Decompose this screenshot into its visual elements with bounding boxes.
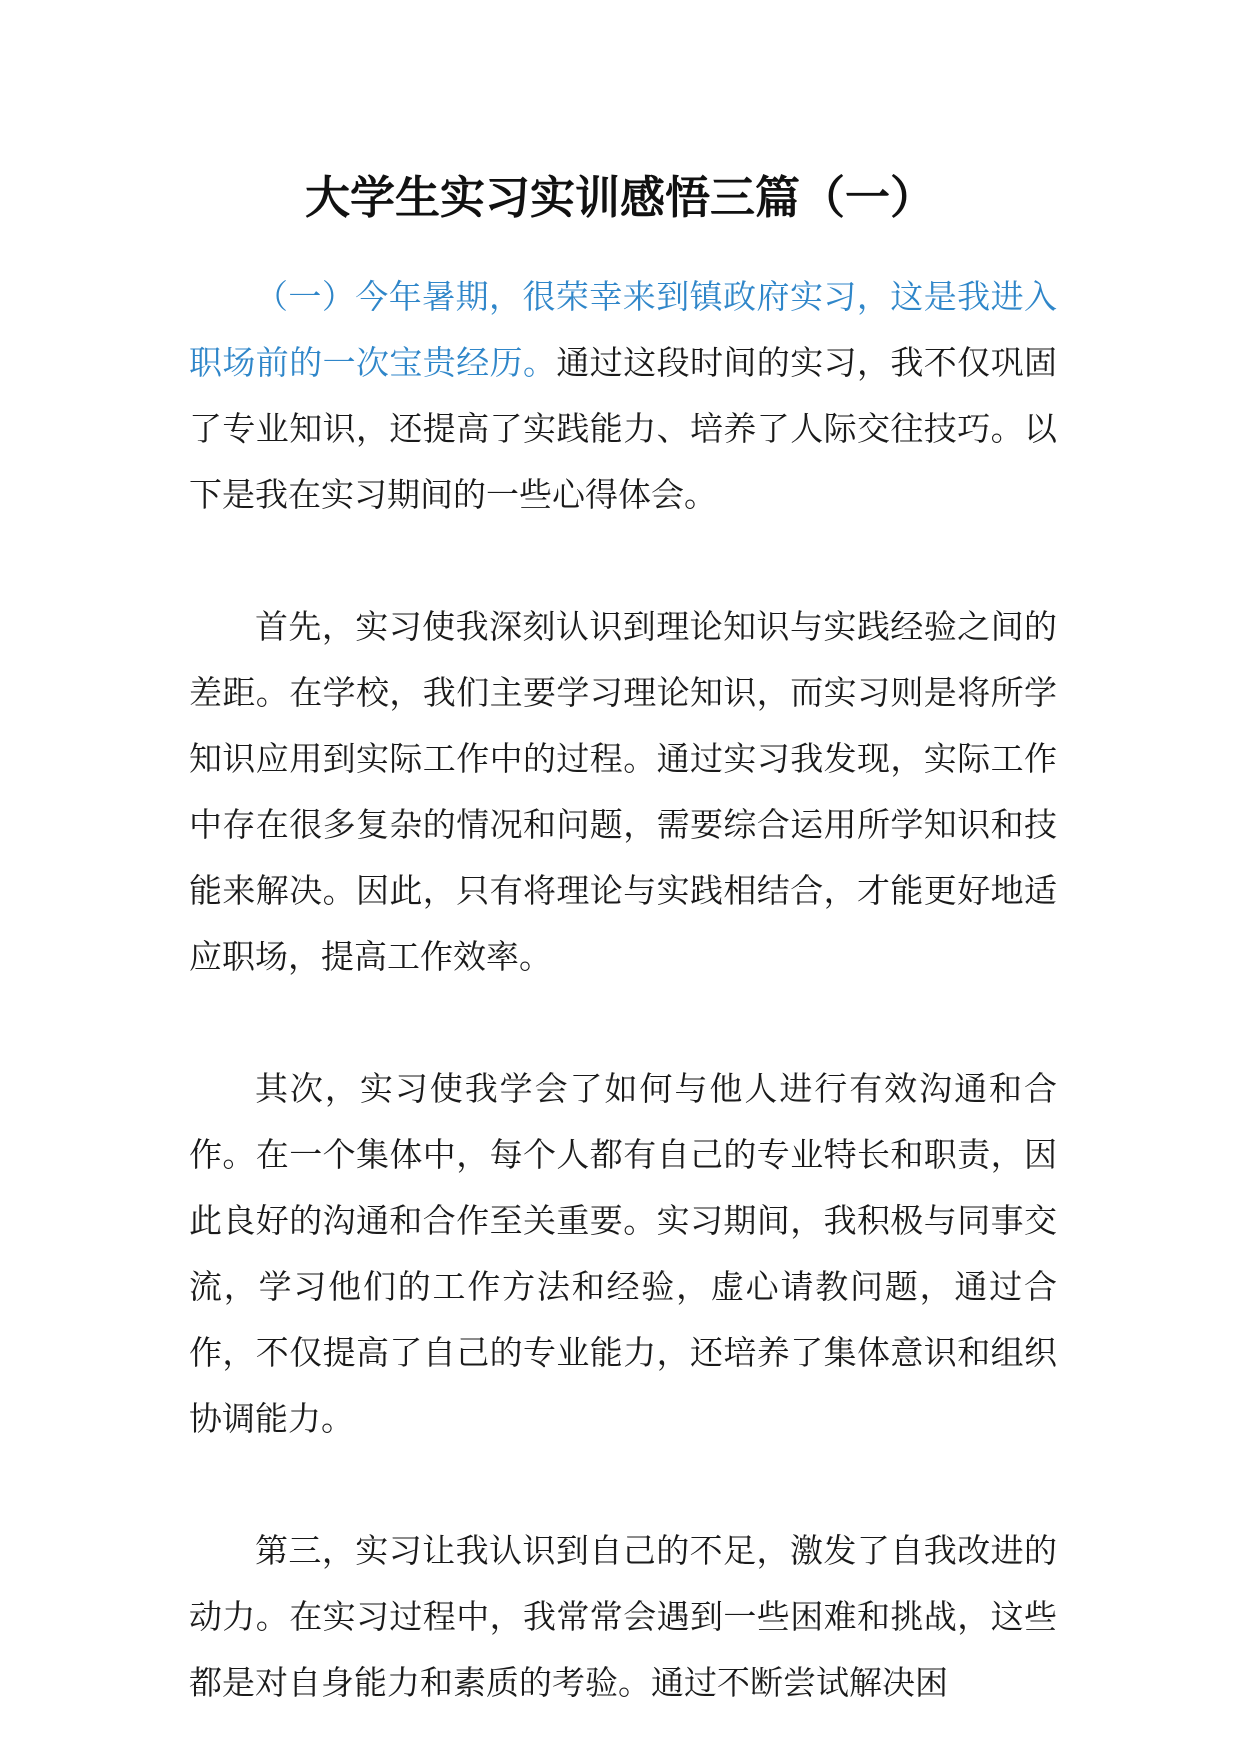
paragraph-2 [189,594,1057,990]
paragraph-text: 首先，实习使我深刻认识到理论知识与实践经验之间的差距。在学校，我们主要学习理论知识，而实习则是将所学知识应用到实际工作中的过程。通过实习我发现，实际工作中存在很多复杂的情况和问题，需要综合运用所学知识和技能来解决。因此，只有将理论与实践相结合，才能更好地适应职场，提高工作效率。 [189,607,1057,976]
paragraph-text: 通过这段时间的实习，我不仅巩固了专业知识，还提高了实践能力、培养了人际交往技巧。以下是我在实习期间的一些心得体会。 [189,343,1058,514]
document-body [189,264,1057,1716]
paragraph-1 [189,264,1057,528]
paragraph-text: 第三，实习让我认识到自己的不足，激发了自我改进的动力。在实习过程中，我常常会遇到一些困难和挑战，这些都是对自身能力和素质的考验。通过不断尝试解决困 [189,1531,1057,1702]
highlighted-text: （一）今年暑期，很荣幸来到镇政府实习，这是我进入职场前的一次宝贵经历。 [189,277,1057,382]
paragraph-text: 其次，实习使我学会了如何与他人进行有效沟通和合作。在一个集体中，每个人都有自己的专业特长和职责，因此良好的沟通和合作至关重要。实习期间，我积极与同事交流，学习他们的工作方法和经验，虚心请教问题，通过合作，不仅提高了自己的专业能力，还培养了集体意识和组织协调能力。 [189,1069,1057,1438]
paragraph-3 [189,1056,1057,1452]
document-title: 大学生实习实训感悟三篇（一） [304,171,935,224]
paragraph-4 [189,1518,1057,1716]
